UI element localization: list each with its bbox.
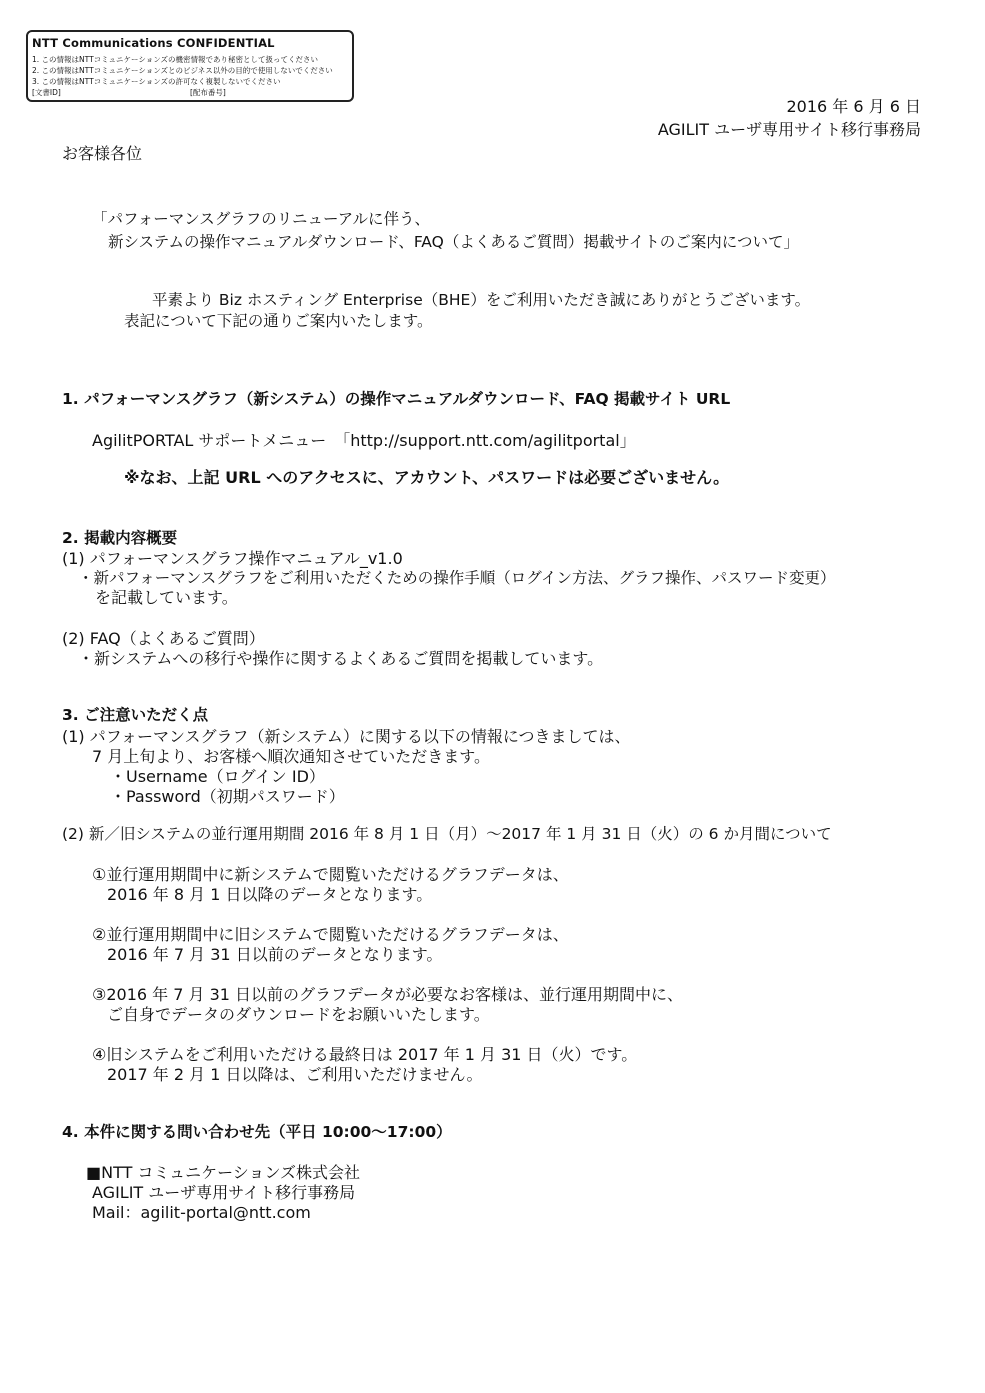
password-bullet: ・Password（初期パスワード） — [110, 787, 345, 806]
confidential-line-2: 2. この情報はNTTコミュニケーションズとのビジネス以外の目的で使用しないでください — [32, 66, 333, 75]
intro-line-2: 表記について下記の通りご案内いたします。 — [124, 312, 433, 330]
notice-item-1-line-1: (1) パフォーマンスグラフ（新システム）に関する以下の情報につきましては、 — [62, 727, 631, 746]
contact-mail[interactable]: Mail：agilit-portal@ntt.com — [92, 1203, 311, 1222]
note-3-line-1: ③2016 年 7 月 31 日以前のグラフデータが必要なお客様は、並行運用期間中に、 — [92, 985, 684, 1004]
confidential-line-1: 1. この情報はNTTコミュニケーションズの機密情報であり秘密として扱ってください — [32, 55, 319, 64]
faq-item-desc: ・新システムへの移行や操作に関するよくあるご質問を掲載しています。 — [78, 649, 604, 668]
document-id-label: [文書ID] — [32, 88, 61, 97]
note-4-line-2: 2017 年 2 月 1 日以降は、ご利用いただけません。 — [107, 1065, 483, 1084]
confidential-line-3: 3. この情報はNTTコミュニケーションズの許可なく複製しないでください — [32, 77, 281, 86]
note-3-line-2: ご自身でデータのダウンロードをお願いいたします。 — [107, 1005, 490, 1024]
notice-item-1-line-2: 7 月上旬より、お客様へ順次通知させていただきます。 — [92, 747, 490, 766]
support-url-line: AgilitPORTAL サポートメニュー 「http://support.ntt.com/agilitportal」 — [92, 431, 636, 450]
sender-name: AGILIT ユーザ専用サイト移行事務局 — [657, 120, 921, 139]
section-2-heading: 2. 掲載内容概要 — [62, 529, 178, 547]
note-1-line-2: 2016 年 8 月 1 日以降のデータとなります。 — [107, 885, 433, 904]
faq-item-title: (2) FAQ（よくあるご質問） — [62, 629, 265, 648]
subject-line-1: 「パフォーマンスグラフのリニューアルに伴う、 — [92, 210, 431, 228]
contact-office: AGILIT ユーザ専用サイト移行事務局 — [92, 1183, 356, 1202]
parallel-period-title: (2) 新／旧システムの並行運用期間 2016 年 8 月 1 日（月）～2017 年 1 月 31 日（火）の 6 か月間について — [62, 825, 832, 843]
section-1-heading: 1. パフォーマンスグラフ（新システム）の操作マニュアルダウンロード、FAQ 掲載サイト URL — [62, 390, 731, 408]
manual-item-desc-2: を記載しています。 — [95, 588, 238, 607]
section-3-heading: 3. ご注意いただく点 — [62, 706, 209, 724]
contact-company: ■NTT コミュニケーションズ株式会社 — [86, 1163, 360, 1182]
confidential-title: NTT Communications CONFIDENTIAL — [32, 36, 275, 50]
section-4-heading: 4. 本件に関する問い合わせ先（平日 10:00～17:00） — [62, 1123, 452, 1141]
note-2-line-1: ②並行運用期間中に旧システムで閲覧いただけるグラフデータは、 — [92, 925, 569, 944]
username-bullet: ・Username（ログイン ID） — [110, 767, 325, 786]
note-1-line-1: ①並行運用期間中に新システムで閲覧いただけるグラフデータは、 — [92, 865, 569, 884]
manual-item-desc-1: ・新パフォーマンスグラフをご利用いただくための操作手順（ログイン方法、グラフ操作、パスワード変更） — [78, 569, 836, 587]
subject-line-2: 新システムの操作マニュアルダウンロード、FAQ（よくあるご質問）掲載サイトのご案内について」 — [108, 233, 799, 251]
intro-line-1: 平素より Biz ホスティング Enterprise（BHE）をご利用いただき誠にありがとうございます。 — [152, 291, 811, 309]
note-4-line-1: ④旧システムをご利用いただける最終日は 2017 年 1 月 31 日（火）です。 — [92, 1045, 638, 1064]
distribution-number-label: [配布番号] — [190, 88, 226, 97]
confidential-box — [26, 30, 354, 102]
manual-item-title: (1) パフォーマンスグラフ操作マニュアル_v1.0 — [62, 549, 403, 568]
document-date: 2016 年 6 月 6 日 — [786, 97, 921, 116]
note-2-line-2: 2016 年 7 月 31 日以前のデータとなります。 — [107, 945, 443, 964]
addressee: お客様各位 — [62, 144, 143, 163]
no-account-note: ※なお、上記 URL へのアクセスに、アカウント、パスワードは必要ございません。 — [124, 468, 730, 487]
